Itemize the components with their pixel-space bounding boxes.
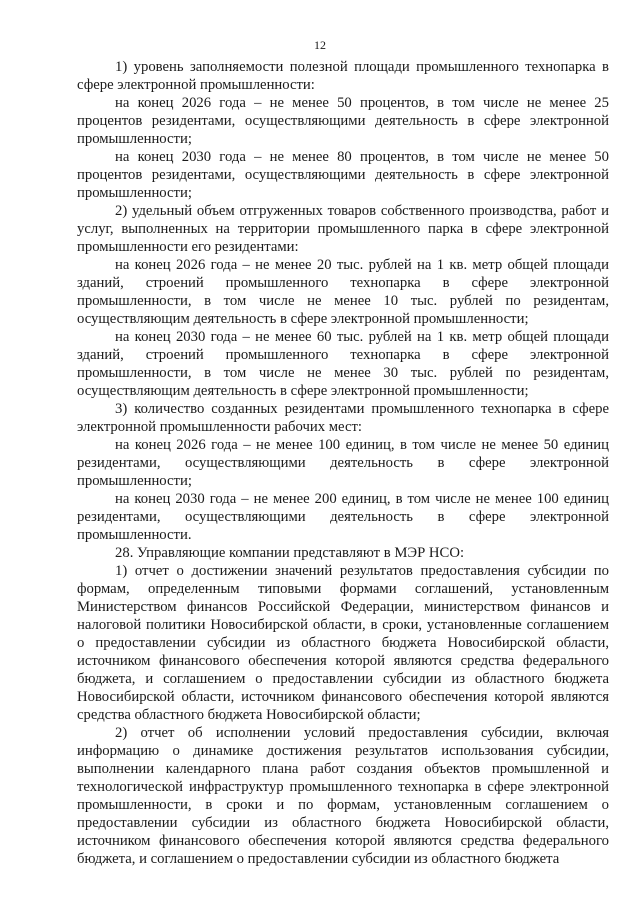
document-body: [77, 58, 609, 868]
paragraph: на конец 2030 года – не менее 80 процентов, в том числе не менее 50 процентов резидентами, осуществляющими деятельность в сфере электронной промышленности;: [77, 149, 609, 201]
paragraph: 28. Управляющие компании представляют в МЭР НСО:: [115, 545, 465, 561]
paragraph: 1) уровень заполняемости полезной площади промышленного технопарка в сфере электронной промышленности:: [77, 59, 609, 93]
paragraph: 2) отчет об исполнении условий предоставления субсидии, включая информацию о динамике достижения результатов использования субсидии, выполнении календарного плана работ создания объектов промышленной и технологической инфраструктур промышленного технопарка в сфере электронной промышленности, в сроки и по формам, установленным соглашением о предоставлении субсидии из областного бюджета Новосибирской области, источником финансового обеспечения которой являются средства федерального бюджета, и соглашением о предоставлении субсидии из областного бюджета: [77, 725, 609, 867]
paragraph: 2) удельный объем отгруженных товаров собственного производства, работ и услуг, выполненных на территории промышленного парка в сфере электронной промышленности его резидентами:: [77, 203, 609, 255]
paragraph: на конец 2026 года – не менее 100 единиц, в том числе не менее 50 единиц резидентами, осуществляющими деятельность в сфере электронной промышленности;: [77, 437, 609, 489]
paragraph: 3) количество созданных резидентами промышленного технопарка в сфере электронной промышленности рабочих мест:: [77, 401, 609, 435]
paragraph: 1) отчет о достижении значений результатов предоставления субсидии по формам, определенным типовыми формами соглашений, установленным Министерством финансов Российской Федерации, министерством финансов и налоговой политики Новосибирской области, в сроки, установленные соглашением о предоставлении субсидии из областного бюджета Новосибирской области, источником финансового обеспечения которой являются средства федерального бюджета, и соглашением о предоставлении субсидии из областного бюджета Новосибирской области, источником финансового обеспечения которой являются средства областного бюджета Новосибирской области;: [77, 563, 609, 723]
paragraph: на конец 2026 года – не менее 20 тыс. рублей на 1 кв. метр общей площади зданий, строений промышленного технопарка в сфере электронной промышленности, в том числе не менее 10 тыс. рублей по резидентам, осуществляющим деятельность в сфере электронной промышленности;: [77, 257, 609, 327]
paragraph: на конец 2026 года – не менее 50 процентов, в том числе не менее 25 процентов резидентами, осуществляющими деятельность в сфере электронной промышленности;: [77, 95, 609, 147]
paragraph: на конец 2030 года – не менее 200 единиц, в том числе не менее 100 единиц резидентами, осуществляющими деятельность в сфере электронной промышленности.: [77, 491, 609, 543]
paragraph: на конец 2030 года – не менее 60 тыс. рублей на 1 кв. метр общей площади зданий, строений промышленного технопарка в сфере электронной промышленности, в том числе не менее 30 тыс. рублей по резидентам, осуществляющим деятельность в сфере электронной промышленности;: [77, 329, 609, 399]
page-number: 12: [314, 38, 326, 52]
